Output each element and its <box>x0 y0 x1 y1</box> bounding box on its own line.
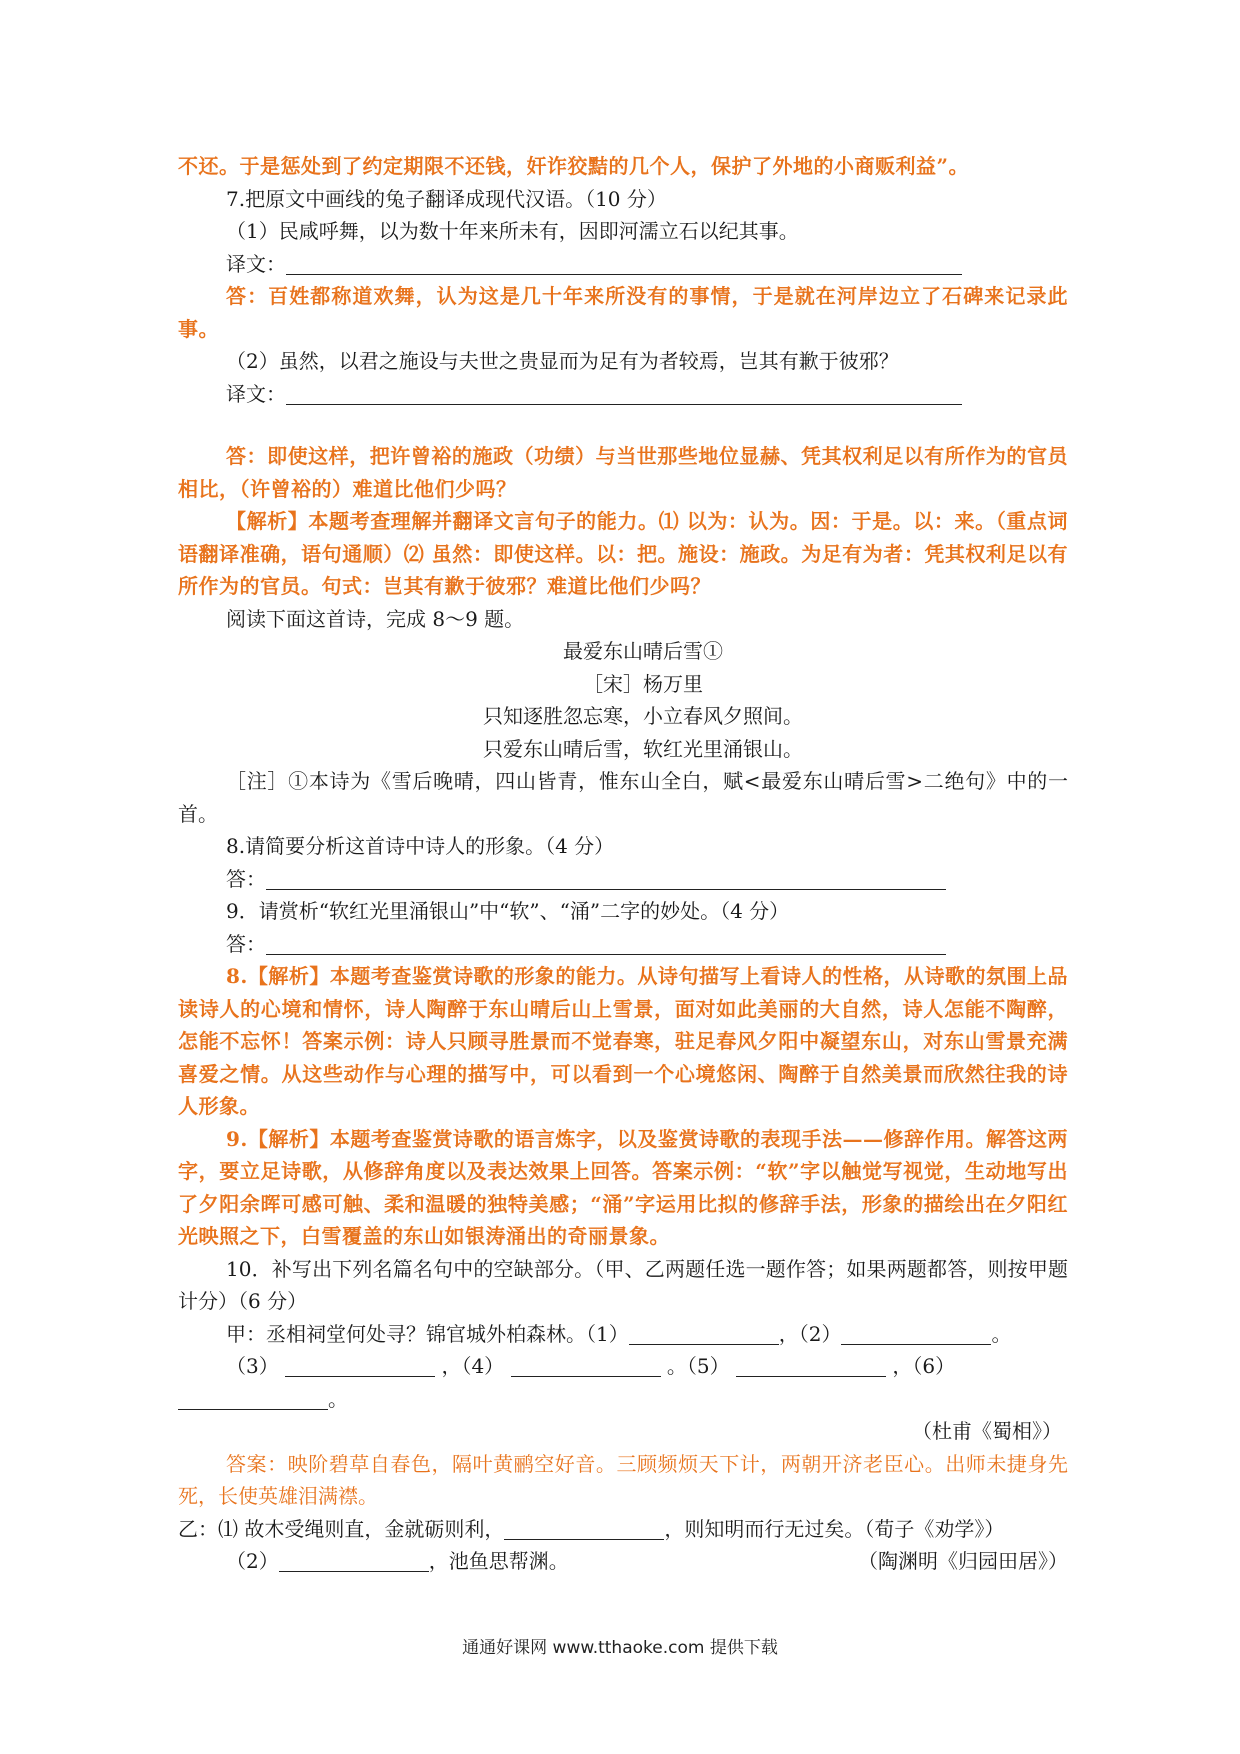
answer-blank[interactable] <box>178 1389 328 1410</box>
answer-text: 答：即使这样，把许曾裕的施政（功绩）与当世那些地位显赫、凭其权利足以有所作为的官员相比，（许曾裕的）难道比他们少吗？ <box>178 444 1068 501</box>
footer-text: 通通好课网 www.tthaoke.com 提供下载 <box>462 1638 778 1658</box>
poem-author: ［宋］杨万里 <box>583 671 703 696</box>
poem-intro: 阅读下面这首诗，完成 8～9 题。 <box>226 606 525 631</box>
question-10-title: 10．补写出下列名篇名句中的空缺部分。（甲、乙两题任选一题作答；如果两题都答，则按甲题计分）（6 分） <box>178 1256 1068 1313</box>
spacer <box>178 410 1068 440</box>
question-text: ，池鱼思帮渊。 <box>428 1549 569 1573</box>
translation-label: 译文： <box>226 251 286 276</box>
poem-title: 最爱东山晴后雪① <box>563 639 723 663</box>
answer-blank[interactable] <box>279 1551 429 1572</box>
answer-blank[interactable] <box>841 1324 991 1345</box>
fill-blank-line <box>178 1383 1068 1416</box>
answer-label: 答： <box>226 931 266 956</box>
document-body <box>178 150 1068 1578</box>
analysis-text: 【解析】本题考查理解并翻译文言句子的能力。⑴ 以为：认为。因：于是。以：来。（重点词语翻译准确，语句通顺）⑵ 虽然：即使这样。以：把。施设：施政。为足有为者：凭其权利足以有所作为的官员。句式：岂其有歉于彼邪？难道比他们少吗？ <box>178 509 1068 598</box>
answer-blank[interactable] <box>266 934 946 955</box>
fill-blank-line <box>178 1350 1068 1383</box>
question-text: 甲：丞相祠堂何处寻？锦官城外柏森林。 <box>226 1321 586 1346</box>
punctuation: 。 <box>991 1321 1012 1346</box>
question-7-sentence-1: （1）民咸呼舞，以为数十年来所未有，因即河濡立石以纪其事。 <box>226 219 799 243</box>
blank-number: （3） <box>226 1354 279 1378</box>
source-citation: （陶渊明《归园田居》） <box>858 1549 1068 1573</box>
blank-number: 。（5） <box>666 1354 730 1378</box>
answer-label: 答： <box>226 866 266 891</box>
answer-text: 答案：映阶碧草自春色，隔叶黄鹂空好音。三顾频烦天下计，两朝开济老臣心。出师未捷身先死，长使英雄泪满襟。 <box>178 1451 1068 1508</box>
translation-line-1 <box>178 248 1068 281</box>
answer-blank[interactable] <box>504 1519 664 1540</box>
question-text: 乙：⑴ 故木受绳则直，金就砺则利， <box>178 1516 505 1541</box>
answer-line <box>178 928 1068 961</box>
question-9-title: 9．请赏析“软红光里涌银山”中“软”、“涌”二字的妙处。（4 分） <box>226 899 790 923</box>
answer-blank[interactable] <box>736 1356 886 1377</box>
question-8-title: 8.请简要分析这首诗中诗人的形象。（4 分） <box>226 834 615 858</box>
fill-blank-line <box>178 1545 1068 1578</box>
answer-blank[interactable] <box>286 384 962 405</box>
source-citation: （杜甫《蜀相》） <box>912 1419 1062 1443</box>
blank-number: ，（2） <box>778 1321 842 1346</box>
analysis-text: 9.【解析】本题考查鉴赏诗歌的语言炼字，以及鉴赏诗歌的表现手法——修辞作用。解答这两字，要立足诗歌，从修辞角度以及表达效果上回答。答案示例：“软”字以触觉写视觉，生动地写出了夕阳余晖可感可触、柔和温暖的独特美感；“涌”字运用比拟的修辞手法，形象的描绘出在夕阳红光映照之下，白雪覆盖的东山如银涛涌出的奇丽景象。 <box>178 1126 1068 1248</box>
poem-line: 只知逐胜忽忘寒，小立春风夕照间。 <box>483 704 803 728</box>
answer-blank[interactable] <box>266 869 946 890</box>
blank-number: ，（4） <box>441 1354 505 1378</box>
answer-text: 不还。于是惩处到了约定期限不还钱，奸诈狡黠的几个人，保护了外地的小商贩利益”。 <box>178 154 970 178</box>
blank-number: （2） <box>226 1549 279 1573</box>
poem-line: 只爱东山晴后雪，软红光里涌银山。 <box>483 736 803 761</box>
answer-blank[interactable] <box>285 1356 435 1377</box>
answer-blank[interactable] <box>286 254 962 275</box>
question-7-sentence-2: （2）虽然，以君之施设与夫世之贵显而为足有为者较焉，岂其有歉于彼邪？ <box>226 349 899 373</box>
analysis-text: 8.【解析】本题考查鉴赏诗歌的形象的能力。从诗句描写上看诗人的性格，从诗歌的氛围上品读诗人的心境和情怀，诗人陶醉于东山晴后山上雪景，面对如此美丽的大自然，诗人怎能不陶醉，怎能不忘怀！答案示例：诗人只顾寻胜景而不觉春寒，驻足春风夕阳中凝望东山，对东山雪景充满喜爱之情。从这些动作与心理的描写中，可以看到一个心境悠闲、陶醉于自然美景而欣然往我的诗人形象。 <box>178 964 1068 1118</box>
translation-line-2 <box>178 378 1068 411</box>
blank-number: ，（6） <box>892 1354 956 1378</box>
answer-blank[interactable] <box>511 1356 661 1377</box>
fill-blank-line <box>178 1513 1068 1546</box>
punctuation: 。 <box>328 1386 348 1411</box>
fill-blank-line <box>178 1318 1068 1351</box>
blank-number: （1） <box>586 1321 629 1346</box>
answer-text: 答：百姓都称道欢舞，认为这是几十年来所没有的事情，于是就在河岸边立了石碑来记录此事。 <box>178 284 1068 341</box>
answer-blank[interactable] <box>629 1324 779 1345</box>
poem-note: ［注］①本诗为《雪后晚晴，四山皆青，惟东山全白，赋<最爱东山晴后雪>二绝句》中的一 首。 <box>178 769 1068 826</box>
question-7-title: 7.把原文中画线的兔子翻译成现代汉语。（10 分） <box>226 186 667 211</box>
answer-line <box>178 863 1068 896</box>
translation-label: 译文： <box>226 381 286 406</box>
question-text: ，则知明而行无过矣。（荀子《劝学》） <box>664 1516 1005 1541</box>
